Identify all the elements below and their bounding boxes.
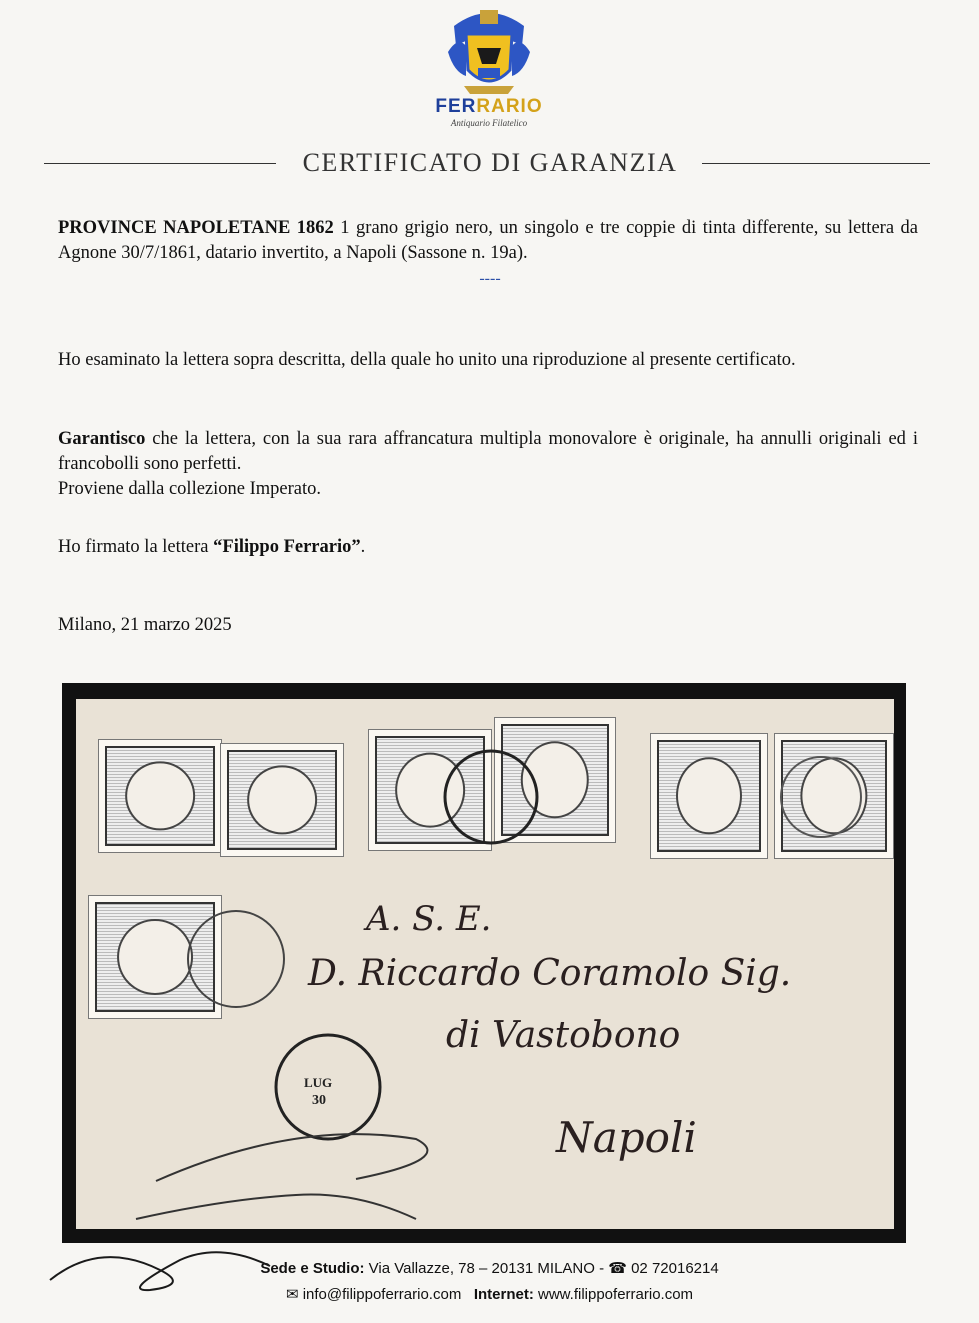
address-line-1: A. S. E.	[366, 899, 492, 939]
signed-paragraph: Ho firmato la lettera “Filippo Ferrario”.	[58, 537, 366, 557]
description-text: 1 grano grigio nero, un singolo e tre coppie di tinta differente, su lettera da Agnone 30/7/1861, datario invertito, a Napoli (Sassone n. 19a).	[58, 218, 918, 263]
footer-address: Sede e Studio: Via Vallazze, 78 – 20131 MILANO - ☎ 02 72016214	[260, 1260, 719, 1277]
letter-photo	[62, 683, 906, 1243]
address-line-3: di Vastobono	[446, 1015, 681, 1056]
place-date: Milano, 21 marzo 2025	[58, 615, 232, 635]
brand-name: FERRARIO	[435, 96, 543, 117]
postmark-day: 30	[312, 1093, 326, 1108]
separator: ----	[479, 270, 501, 287]
address-line-2: D. Riccardo Coramolo Sig.	[308, 953, 792, 994]
provenance-text: Proviene dalla collezione Imperato.	[58, 479, 322, 499]
footer-email[interactable]: ✉ info@filippoferrario.com	[285, 1286, 462, 1303]
certificate-title: CERTIFICATO DI GARANZIA	[302, 148, 678, 177]
guarantee-paragraph	[58, 427, 918, 502]
title-rule-right	[702, 163, 930, 164]
postmark-month: LUG	[304, 1075, 333, 1090]
description-paragraph	[58, 216, 918, 266]
letter-paper	[76, 699, 894, 1229]
exam-paragraph: Ho esaminato la lettera sopra descritta, della quale ho unito una riproduzione al presente certificato.	[58, 350, 796, 370]
footer-contacts: ✉ info@filippoferrario.com Internet: www.filippoferrario.com	[285, 1286, 694, 1303]
handwritten-signature	[40, 1230, 300, 1300]
guarantee-lead: Garantisco	[58, 429, 146, 449]
title-rule-left	[44, 163, 276, 164]
brand-tagline: Antiquario Filatelico	[450, 118, 528, 128]
signer-name: “Filippo Ferrario”	[213, 537, 361, 557]
guarantee-text: che la lettera, con la sua rara affrancatura multipla monovalore è originale, ha annulli originali ed i francobolli sono perfetti.	[58, 429, 918, 474]
description-lead: PROVINCE NAPOLETANE 1862	[58, 218, 334, 238]
address-line-4: Napoli	[556, 1113, 697, 1162]
footer-website[interactable]: www.filippoferrario.com	[533, 1286, 694, 1303]
